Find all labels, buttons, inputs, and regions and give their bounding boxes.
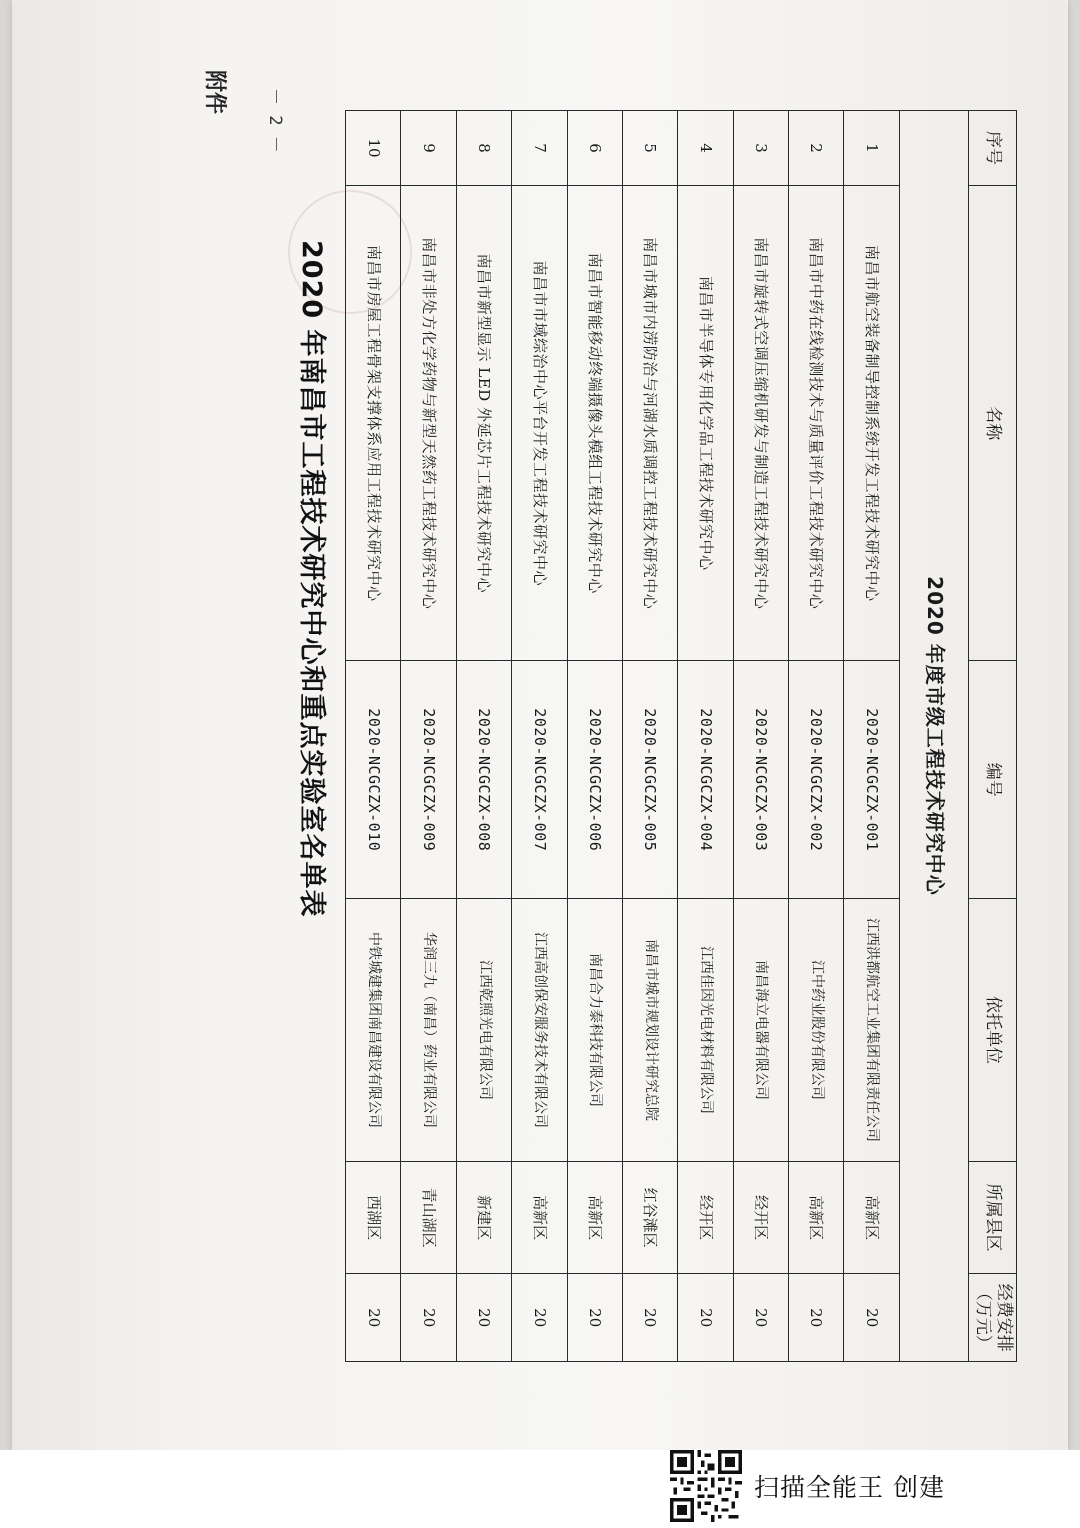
host-organization: 华润三九（南昌）药业有限公司 — [401, 899, 456, 1162]
table-row — [456, 111, 511, 1362]
section-header-row — [899, 111, 969, 1362]
center-name: 南昌市中药在线检测技术与质量评价工程技术研究中心 — [788, 186, 843, 661]
table-row — [567, 111, 622, 1362]
host-organization: 江西佳因光电材料有限公司 — [678, 899, 733, 1162]
row-number: 5 — [622, 111, 677, 186]
center-code: 2020-NCGCZX-007 — [512, 661, 567, 899]
funding-amount: 20 — [567, 1274, 622, 1362]
header-org: 依托单位 — [969, 899, 1017, 1162]
funding-amount: 20 — [678, 1274, 733, 1362]
table-row — [512, 111, 567, 1362]
table-row — [844, 111, 899, 1362]
district: 西湖区 — [346, 1161, 401, 1274]
host-organization: 江西高创保安服务技术有限公司 — [512, 899, 567, 1162]
center-name: 南昌市市域综治中心平台开发工程技术研究中心 — [512, 186, 567, 661]
header-name: 名称 — [969, 186, 1017, 661]
district: 经开区 — [678, 1161, 733, 1274]
center-code: 2020-NCGCZX-005 — [622, 661, 677, 899]
center-name: 南昌市房屋工程骨架支撑体系应用工程技术研究中心 — [346, 186, 401, 661]
funding-amount: 20 — [733, 1274, 788, 1362]
center-name: 南昌市旋转式空调压缩机研发与制造工程技术研究中心 — [733, 186, 788, 661]
table-row — [678, 111, 733, 1362]
district: 高新区 — [788, 1161, 843, 1274]
host-organization: 南昌海立电器有限公司 — [733, 899, 788, 1162]
center-list-table — [345, 110, 1017, 1362]
center-code: 2020-NCGCZX-001 — [844, 661, 899, 899]
header-code: 编号 — [969, 661, 1017, 899]
host-organization: 江中药业股份有限公司 — [788, 899, 843, 1162]
rotated-document — [52, 40, 1052, 1400]
host-organization: 江西洪都航空工业集团有限责任公司 — [844, 899, 899, 1162]
center-name: 南昌市半导体专用化学品工程技术研究中心 — [678, 186, 733, 661]
center-code: 2020-NCGCZX-003 — [733, 661, 788, 899]
center-code: 2020-NCGCZX-006 — [567, 661, 622, 899]
district: 红谷滩区 — [622, 1161, 677, 1274]
district: 高新区 — [567, 1161, 622, 1274]
table-row — [733, 111, 788, 1362]
district: 高新区 — [512, 1161, 567, 1274]
funding-amount: 20 — [788, 1274, 843, 1362]
scanner-app-label: 扫描全能王 创建 — [754, 1473, 945, 1502]
funding-amount: 20 — [512, 1274, 567, 1362]
row-number: 9 — [401, 111, 456, 186]
host-organization: 南昌市城市规划设计研究总院 — [622, 899, 677, 1162]
center-name: 南昌市智能移动终端摄像头模组工程技术研究中心 — [567, 186, 622, 661]
row-number: 10 — [346, 111, 401, 186]
table-row — [401, 111, 456, 1362]
district: 高新区 — [844, 1161, 899, 1274]
table-header-row — [969, 111, 1017, 1362]
row-number: 7 — [512, 111, 567, 186]
section-title: 2020 年度市级工程技术研究中心 — [899, 111, 969, 1362]
table-row — [622, 111, 677, 1362]
table-row — [788, 111, 843, 1362]
center-code: 2020-NCGCZX-002 — [788, 661, 843, 899]
header-no: 序号 — [969, 111, 1017, 186]
row-number: 2 — [788, 111, 843, 186]
host-organization: 江西乾照光电有限公司 — [456, 899, 511, 1162]
row-number: 8 — [456, 111, 511, 186]
funding-amount: 20 — [844, 1274, 899, 1362]
host-organization: 中铁城建集团南昌建设有限公司 — [346, 899, 401, 1162]
row-number: 1 — [844, 111, 899, 186]
center-code: 2020-NCGCZX-009 — [401, 661, 456, 899]
funding-amount: 20 — [622, 1274, 677, 1362]
center-name: 南昌市城市内涝防治与河湖水质调控工程技术研究中心 — [622, 186, 677, 661]
district: 新建区 — [456, 1161, 511, 1274]
header-area: 所属县区 — [969, 1161, 1017, 1274]
row-number: 6 — [567, 111, 622, 186]
row-number: 3 — [733, 111, 788, 186]
page-number: － 2 － — [265, 88, 285, 153]
funding-amount: 20 — [346, 1274, 401, 1362]
scanned-page — [12, 0, 1068, 1450]
row-number: 4 — [678, 111, 733, 186]
center-code: 2020-NCGCZX-008 — [456, 661, 511, 899]
attachment-label: 附件 — [202, 70, 227, 115]
center-name: 南昌市航空装备制导控制系统开发工程技术研究中心 — [844, 186, 899, 661]
district: 经开区 — [733, 1161, 788, 1274]
district: 青山湖区 — [401, 1161, 456, 1274]
table-row — [346, 111, 401, 1362]
document-title: 2020 年南昌市工程技术研究中心和重点实验室名单表 — [296, 240, 327, 918]
header-fund: 经费安排（万元） — [969, 1274, 1017, 1362]
host-organization: 南昌合力泰科技有限公司 — [567, 899, 622, 1162]
center-code: 2020-NCGCZX-010 — [346, 661, 401, 899]
qr-code-icon — [670, 1450, 742, 1522]
center-code: 2020-NCGCZX-004 — [678, 661, 733, 899]
center-name: 南昌市非处方化学药物与新型天然药工程技术研究中心 — [401, 186, 456, 661]
funding-amount: 20 — [401, 1274, 456, 1362]
funding-amount: 20 — [456, 1274, 511, 1362]
center-name: 南昌市新型显示 LED 外延芯片工程技术研究中心 — [456, 186, 511, 661]
